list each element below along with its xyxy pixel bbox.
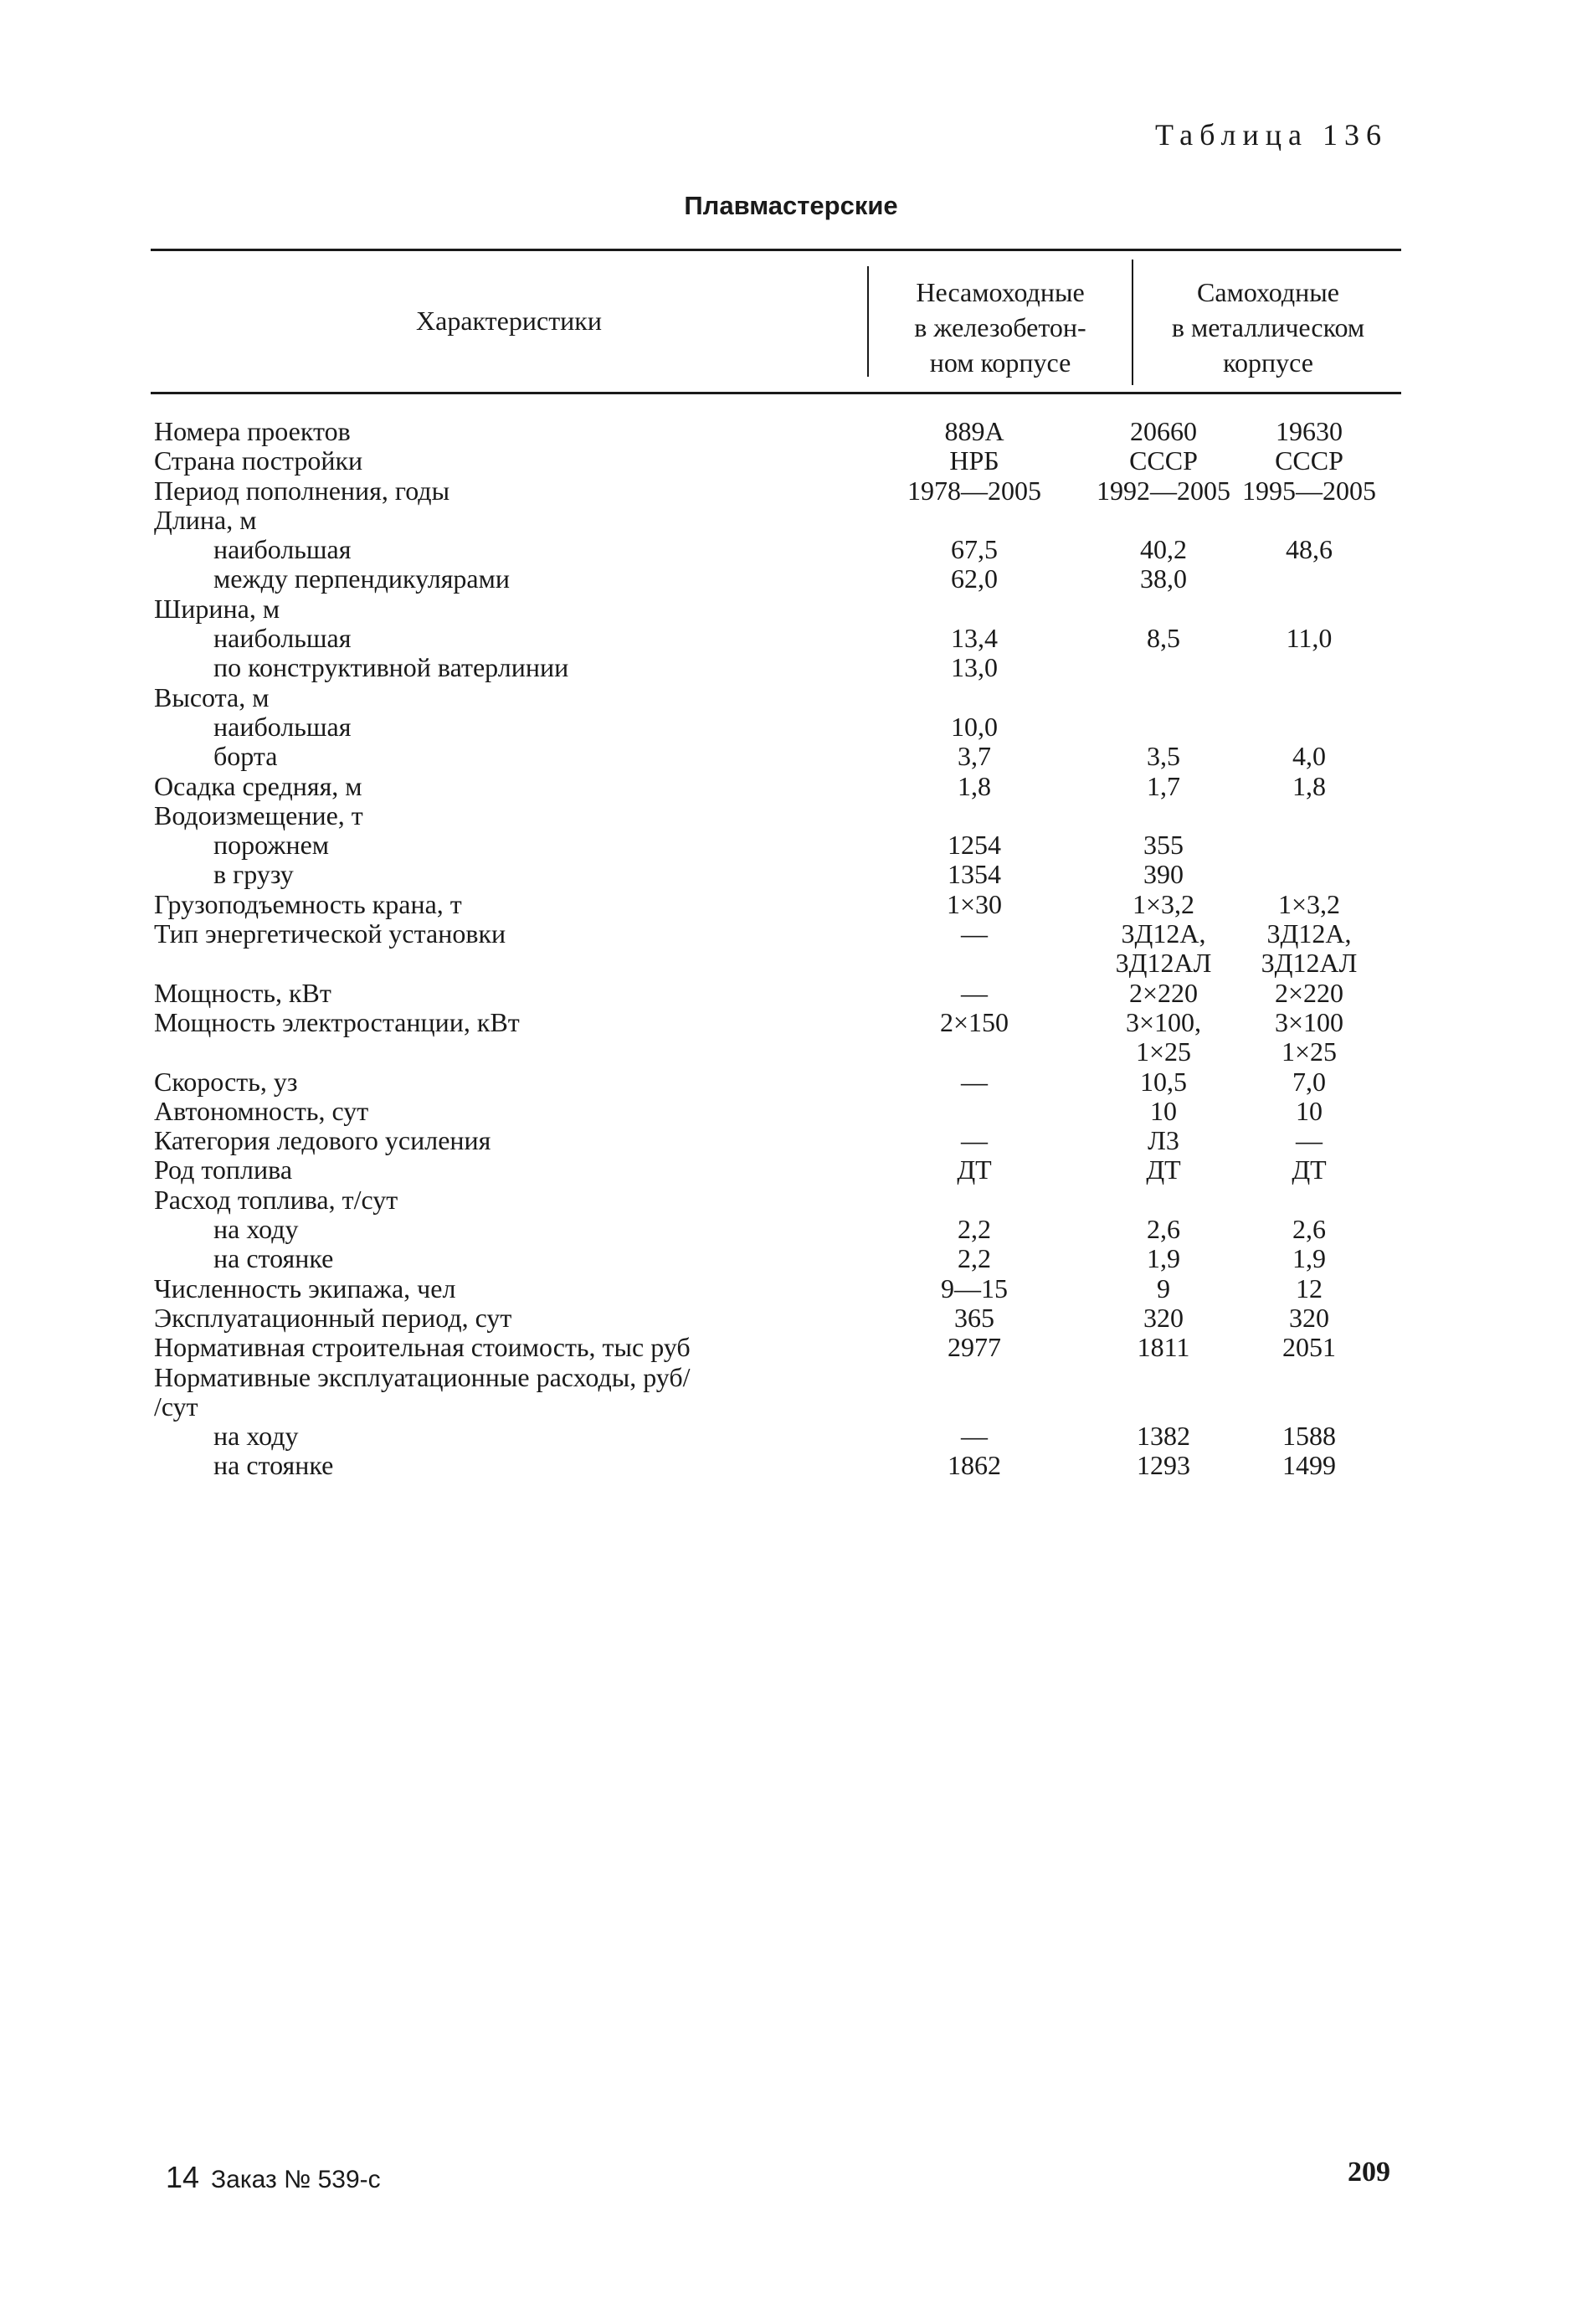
table-row: [154, 417, 1401, 446]
table-row: [154, 1244, 1401, 1273]
header-bottom-rule: [151, 392, 1401, 394]
row-value: НРБ: [949, 445, 999, 476]
order-text: Заказ № 539-с: [211, 2166, 381, 2193]
row-value: ДТ: [1292, 1154, 1327, 1185]
table-row: [154, 1097, 1401, 1126]
table-row: [154, 712, 1401, 742]
row-value: 1992—2005: [1097, 475, 1230, 506]
row-label: Мощность, кВт: [154, 977, 331, 1008]
table-row: [154, 979, 1401, 1008]
row-value: 3Д12А,: [1121, 918, 1206, 949]
table-row: [154, 564, 1401, 594]
row-value: 7,0: [1292, 1066, 1326, 1097]
row-label: Номера проектов: [154, 416, 351, 446]
row-value: 1499: [1282, 1450, 1336, 1481]
row-label: Длина, м: [154, 504, 257, 535]
row-value: 1978—2005: [907, 475, 1041, 506]
row-label: Ширина, м: [154, 593, 280, 624]
row-value: 1×3,2: [1277, 888, 1341, 919]
row-value: 3Д12АЛ: [1115, 948, 1212, 979]
row-value: 38,0: [1140, 563, 1187, 594]
row-value: 320: [1143, 1302, 1184, 1333]
row-label: на стоянке: [213, 1243, 334, 1274]
row-value: 3,7: [958, 741, 991, 772]
row-value: 2,2: [958, 1243, 991, 1274]
row-value: 11,0: [1286, 623, 1333, 654]
header-top-rule: [151, 249, 1401, 251]
table-row: [154, 801, 1401, 830]
row-value: 889А: [944, 416, 1004, 446]
row-value: —: [961, 1421, 988, 1452]
table-row: [154, 919, 1401, 949]
table-label: Таблица 136: [1155, 118, 1388, 152]
table-row: [154, 1155, 1401, 1185]
page-number: 209: [1348, 2157, 1390, 2188]
row-value: 2,2: [958, 1214, 991, 1245]
row-label: Численность экипажа, чел: [154, 1273, 456, 1303]
row-value: Л3: [1148, 1125, 1179, 1156]
table-row: [154, 860, 1401, 889]
row-value: 1811: [1137, 1332, 1190, 1363]
row-value: 4,0: [1292, 741, 1326, 772]
row-value: —: [1296, 1125, 1323, 1156]
row-value: 10,5: [1140, 1066, 1187, 1097]
row-label: наибольшая: [213, 623, 352, 654]
row-value: 1,9: [1147, 1243, 1180, 1274]
row-value: 3×100,: [1125, 1006, 1202, 1037]
row-value: 1×25: [1135, 1036, 1192, 1067]
footer-order: [166, 2160, 381, 2195]
row-value: 67,5: [951, 534, 998, 565]
table-row: [154, 890, 1401, 919]
row-value: 2×220: [1128, 977, 1199, 1008]
table-row: [154, 535, 1401, 564]
table-row: [154, 624, 1401, 653]
header-characteristics: Характеристики: [416, 306, 602, 336]
row-label: Категория ледового усиления: [154, 1125, 491, 1156]
row-label: Высота, м: [154, 681, 270, 712]
row-label: между перпендикулярами: [213, 563, 510, 594]
row-value: 3Д12АЛ: [1261, 948, 1358, 979]
row-value: —: [961, 1125, 988, 1156]
row-label: Расход топлива, т/сут: [154, 1184, 398, 1215]
table-row: [154, 476, 1401, 506]
row-value: 2×220: [1274, 977, 1344, 1008]
table-row: [154, 1126, 1401, 1155]
row-value: 10: [1150, 1095, 1177, 1126]
row-value: 1,8: [1292, 770, 1326, 801]
header-self-propelled: [1135, 275, 1401, 380]
row-value: 12: [1296, 1273, 1323, 1303]
row-value: 48,6: [1286, 534, 1333, 565]
row-label: Нормативные эксплуатационные расходы, руб/: [154, 1361, 691, 1392]
row-label: Нормативная строительная стоимость, тыс руб: [154, 1332, 691, 1363]
table-row: [154, 1303, 1401, 1333]
table-row: [154, 1274, 1401, 1303]
row-value: 1×30: [946, 888, 1003, 919]
row-value: 355: [1143, 830, 1184, 861]
row-value: 1×25: [1281, 1036, 1338, 1067]
row-label: Тип энергетической установки: [154, 918, 506, 949]
row-value: ДТ: [957, 1154, 992, 1185]
row-value: 1254: [948, 830, 1001, 861]
row-value: 1,7: [1147, 770, 1180, 801]
row-label: Автономность, сут: [154, 1095, 369, 1126]
row-label: Страна постройки: [154, 445, 363, 476]
table-row: [154, 1067, 1401, 1097]
row-value: 13,4: [951, 623, 998, 654]
row-value: 365: [954, 1302, 994, 1333]
table-row: [154, 1392, 1401, 1422]
table-row: [154, 1008, 1401, 1037]
row-label: Грузоподъемность крана, т: [154, 888, 462, 919]
table-row: [154, 594, 1401, 624]
header-non-self-propelled: [871, 275, 1130, 380]
table-row: [154, 949, 1401, 978]
row-value: 8,5: [1147, 623, 1180, 654]
row-label: Водоизмещение, т: [154, 800, 363, 830]
row-value: 1,8: [958, 770, 991, 801]
row-value: 1995—2005: [1242, 475, 1376, 506]
row-value: 19630: [1276, 416, 1343, 446]
row-value: 1293: [1137, 1450, 1190, 1481]
table-row: [154, 683, 1401, 712]
row-value: 1382: [1137, 1421, 1190, 1452]
row-value: 2051: [1282, 1332, 1336, 1363]
row-value: СССР: [1275, 445, 1343, 476]
row-value: 1354: [948, 859, 1001, 890]
row-value: 10: [1296, 1095, 1323, 1126]
row-value: СССР: [1129, 445, 1198, 476]
table-row: [154, 1451, 1401, 1480]
header-line: Самоходные: [1197, 277, 1339, 307]
row-value: 390: [1143, 859, 1184, 890]
row-label: на ходу: [213, 1214, 299, 1245]
sheet-number: 14: [166, 2160, 200, 2194]
table-row: [154, 1215, 1401, 1244]
table-row: [154, 1363, 1401, 1392]
table-row: [154, 830, 1401, 860]
row-label: порожнем: [213, 830, 330, 861]
table-row: [154, 772, 1401, 801]
row-value: —: [961, 918, 988, 949]
row-value: 40,2: [1140, 534, 1187, 565]
row-value: 3Д12А,: [1266, 918, 1352, 949]
row-label: наибольшая: [213, 534, 352, 565]
row-value: 20660: [1130, 416, 1197, 446]
row-value: 1588: [1282, 1421, 1336, 1452]
row-label: Род топлива: [154, 1154, 293, 1185]
row-value: 2,6: [1147, 1214, 1180, 1245]
row-value: 1862: [948, 1450, 1001, 1481]
table-row: [154, 446, 1401, 476]
row-label: /сут: [154, 1391, 198, 1422]
table-title: Плавмастерские: [684, 191, 898, 220]
header-line: ном корпусе: [929, 347, 1071, 378]
table-body: [154, 417, 1401, 1481]
row-value: 3×100: [1274, 1006, 1344, 1037]
row-label: наибольшая: [213, 711, 352, 742]
row-value: 2977: [948, 1332, 1001, 1363]
table-row: [154, 1333, 1401, 1362]
row-value: 9: [1157, 1273, 1170, 1303]
row-value: 13,0: [951, 652, 998, 683]
header-line: в железобетон-: [914, 312, 1086, 342]
table-row: [154, 1422, 1401, 1451]
row-value: —: [961, 977, 988, 1008]
row-label: Осадка средняя, м: [154, 770, 362, 801]
header-separator-left: [867, 266, 869, 377]
row-label: Период пополнения, годы: [154, 475, 450, 506]
row-value: 9—15: [941, 1273, 1008, 1303]
row-value: 2×150: [939, 1006, 1009, 1037]
row-value: —: [961, 1066, 988, 1097]
row-label: борта: [213, 741, 278, 772]
row-value: ДТ: [1146, 1154, 1181, 1185]
row-value: 1,9: [1292, 1243, 1326, 1274]
row-value: 3,5: [1147, 741, 1180, 772]
row-label: на стоянке: [213, 1450, 334, 1481]
row-label: в грузу: [213, 859, 294, 890]
row-label: Скорость, уз: [154, 1066, 298, 1097]
table-row: [154, 506, 1401, 535]
table-row: [154, 653, 1401, 682]
row-label: на ходу: [213, 1421, 299, 1452]
row-label: Мощность электростанции, кВт: [154, 1006, 520, 1037]
row-label: по конструктивной ватерлинии: [213, 652, 569, 683]
header-line: Несамоходные: [916, 277, 1085, 307]
row-value: 10,0: [951, 711, 998, 742]
table-row: [154, 742, 1401, 771]
table-row: [154, 1185, 1401, 1215]
table-row: [154, 1037, 1401, 1067]
row-label: Эксплуатационный период, сут: [154, 1302, 512, 1333]
header-line: корпусе: [1223, 347, 1313, 378]
header-line: в металлическом: [1171, 312, 1365, 342]
row-value: 2,6: [1292, 1214, 1326, 1245]
row-value: 1×3,2: [1132, 888, 1195, 919]
row-value: 320: [1289, 1302, 1329, 1333]
row-value: 62,0: [951, 563, 998, 594]
header-separator-right: [1132, 260, 1133, 385]
